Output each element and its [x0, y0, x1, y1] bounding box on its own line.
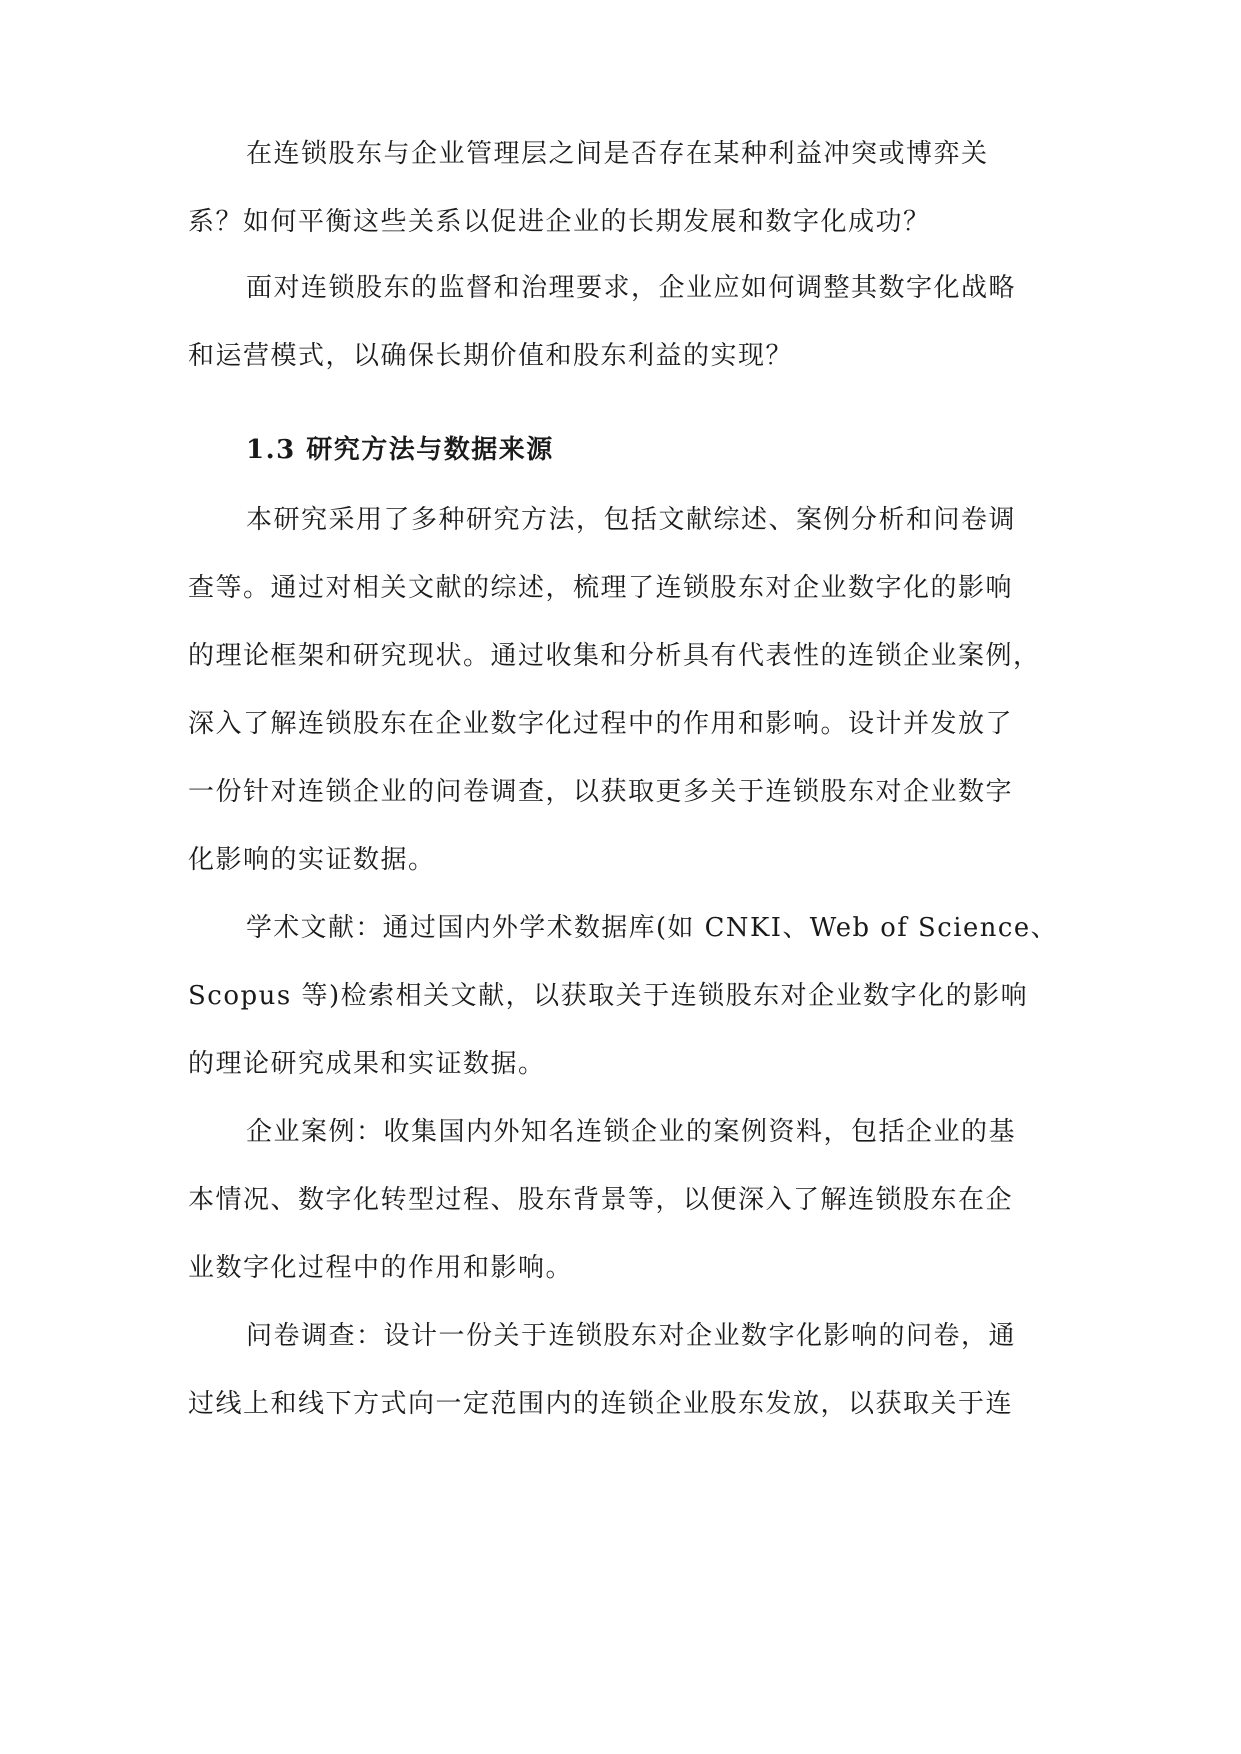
- text-line: 的理论研究成果和实证数据。: [188, 1049, 546, 1079]
- text-line: 问卷调查：设计一份关于连锁股东对企业数字化影响的问卷，通: [246, 1321, 1017, 1351]
- text-line: 面对连锁股东的监督和治理要求，企业应如何调整其数字化战略: [246, 273, 1017, 303]
- text-line: 和运营模式，以确保长期价值和股东利益的实现？: [188, 341, 794, 371]
- text-line: 过线上和线下方式向一定范围内的连锁企业股东发放，以获取关于连: [188, 1389, 1014, 1419]
- text-line: 化影响的实证数据。: [188, 845, 436, 875]
- text-line: 的理论框架和研究现状。通过收集和分析具有代表性的连锁企业案例，: [188, 641, 1041, 671]
- section-title: 1.3 研究方法与数据来源: [246, 435, 554, 465]
- text-line: 在连锁股东与企业管理层之间是否存在某种利益冲突或博弈关: [246, 139, 989, 169]
- text-line: 本情况、数字化转型过程、股东背景等，以便深入了解连锁股东在企: [188, 1185, 1014, 1215]
- text-line: 本研究采用了多种研究方法，包括文献综述、案例分析和问卷调: [246, 505, 1017, 535]
- text-line: 查等。通过对相关文献的综述，梳理了连锁股东对企业数字化的影响: [188, 573, 1014, 603]
- text-line: 系？如何平衡这些关系以促进企业的长期发展和数字化成功？: [188, 207, 931, 237]
- text-line: 业数字化过程中的作用和影响。: [188, 1253, 574, 1283]
- text-line: 企业案例：收集国内外知名连锁企业的案例资料，包括企业的基: [246, 1117, 1017, 1147]
- text-line: 深入了解连锁股东在企业数字化过程中的作用和影响。设计并发放了: [188, 709, 1014, 739]
- text-line: 一份针对连锁企业的问卷调查，以获取更多关于连锁股东对企业数字: [188, 777, 1014, 807]
- text-line: 学术文献：通过国内外学术数据库(如 CNKI、Web of Science、: [246, 913, 1058, 943]
- text-line: Scopus 等)检索相关文献，以获取关于连锁股东对企业数字化的影响: [188, 981, 1029, 1011]
